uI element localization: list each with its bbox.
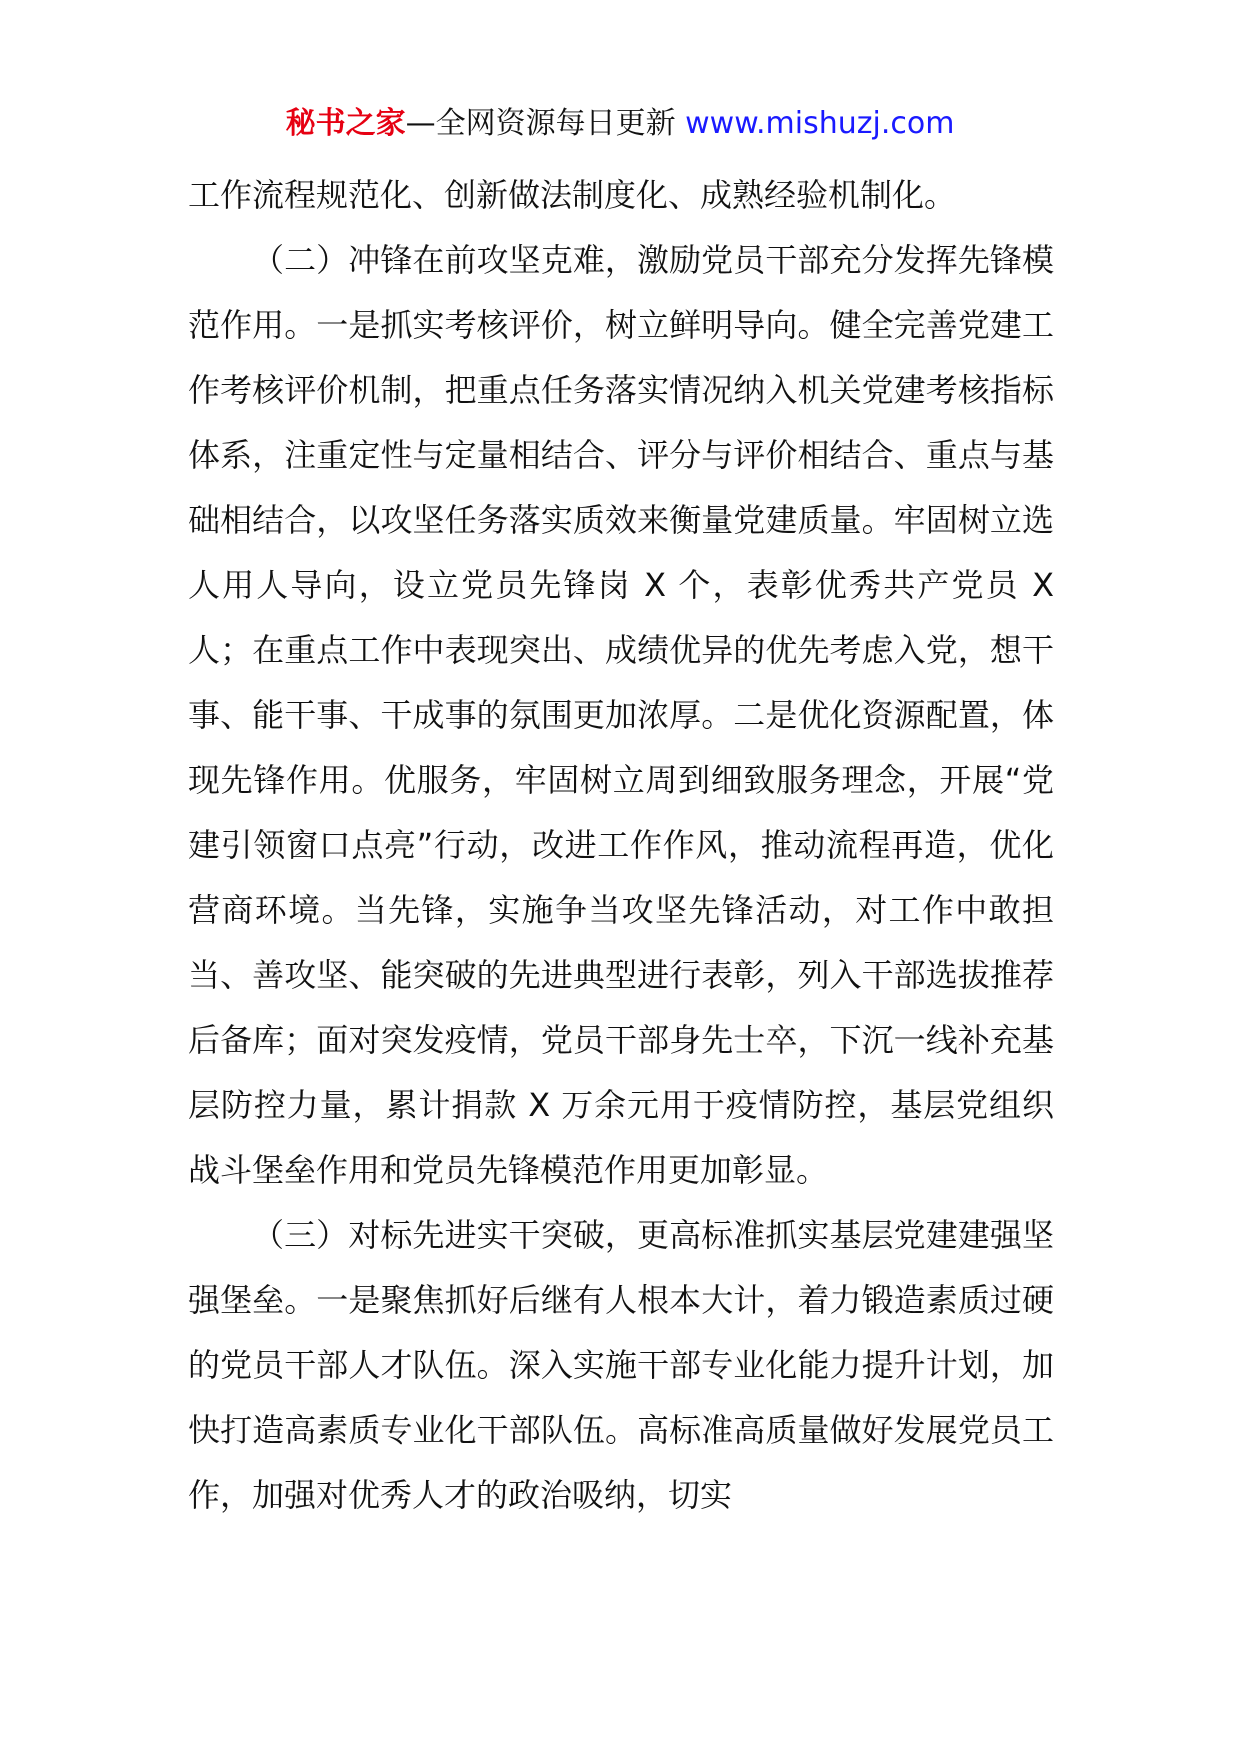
document-body xyxy=(188,163,1054,1528)
site-brand: 秘书之家 xyxy=(285,106,406,141)
paragraph-continuation: 工作流程规范化、创新做法制度化、成熟经验机制化。 xyxy=(188,176,957,214)
site-url-link[interactable]: www.mishuzj.com xyxy=(685,106,955,141)
site-tagline: —全网资源每日更新 xyxy=(405,106,676,141)
paragraph-section-2: （二）冲锋在前攻坚克难，激励党员干部充分发挥先锋模范作用。一是抓实考核评价，树立鲜明导向。健全完善党建工作考核评价机制，把重点任务落实情况纳入机关党建考核指标体系，注重定性与定量相结合、评分与评价相结合、重点与基础相结合，以攻坚任务落实质效来衡量党建质量。牢固树立选人用人导向，设立党员先锋岗 X 个，表彰优秀共产党员 X 人；在重点工作中表现突出、成绩优异的优先考虑入党，想干事、能干事、干成事的氛围更加浓厚。二是优化资源配置，体现先锋作用。优服务，牢固树立周到细致服务理念，开展“党建引领窗口点亮”行动，改进工作作风，推动流程再造，优化营商环境。当先锋，实施争当攻坚先锋活动，对工作中敢担当、善攻坚、能突破的先进典型进行表彰，列入干部选拔推荐后备库；面对突发疫情，党员干部身先士卒，下沉一线补充基层防控力量，累计捐款 X 万余元用于疫情防控，基层党组织战斗堡垒作用和党员先锋模范作用更加彰显。 xyxy=(188,241,1054,1189)
paragraph-section-3: （三）对标先进实干突破，更高标准抓实基层党建建强坚强堡垒。一是聚焦抓好后继有人根本大计，着力锻造素质过硬的党员干部人才队伍。深入实施干部专业化能力提升计划，加快打造高素质专业化干部队伍。高标准高质量做好发展党员工作，加强对优秀人才的政治吸纳，切实 xyxy=(188,1216,1054,1514)
site-header xyxy=(0,104,1240,144)
